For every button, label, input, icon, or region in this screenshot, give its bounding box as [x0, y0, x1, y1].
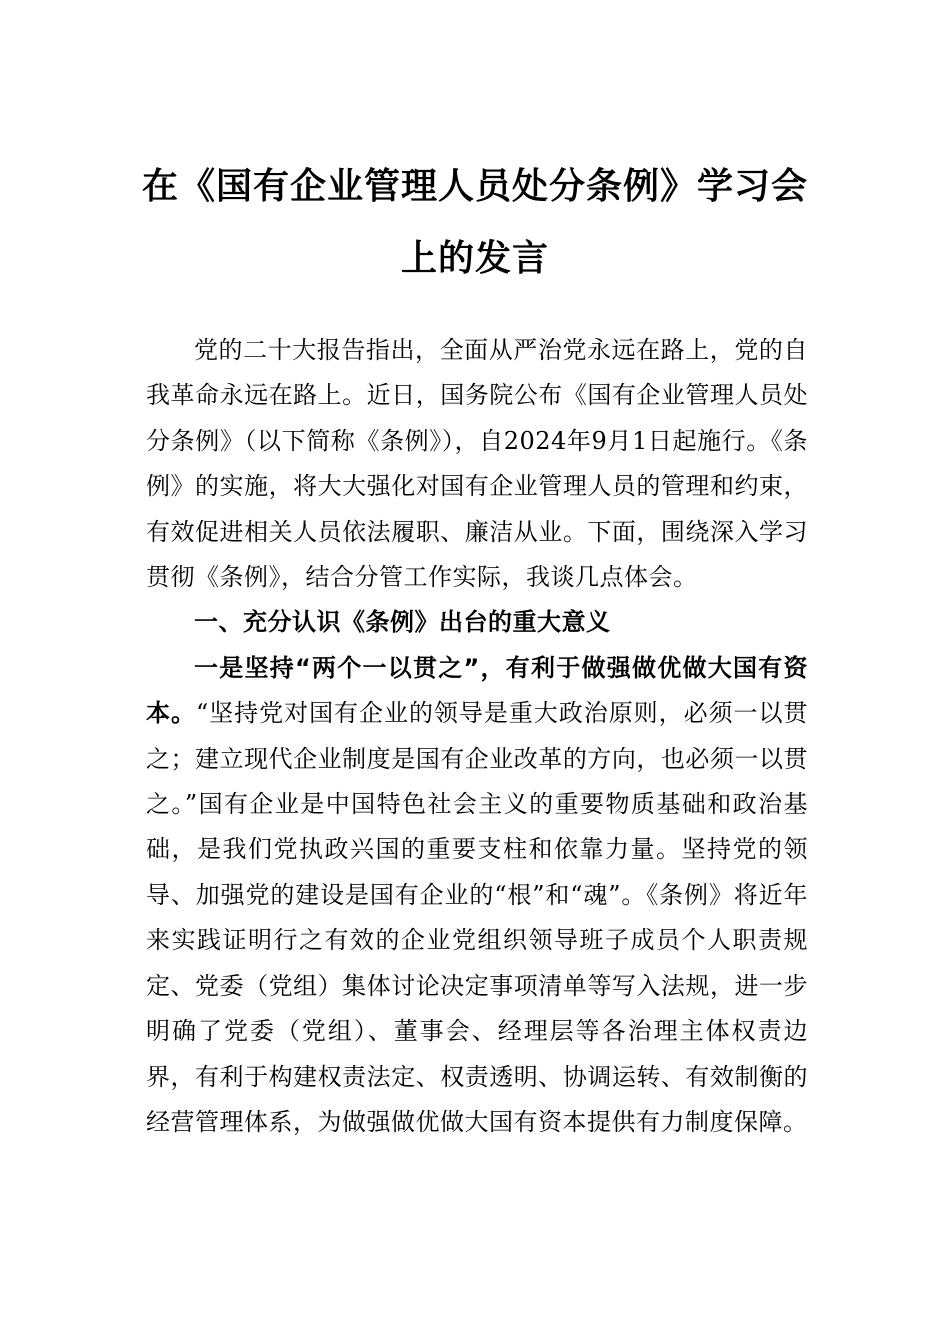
body-paragraph-2 [146, 646, 808, 1145]
document-body [146, 328, 808, 1145]
intro-paragraph: 党的二十大报告指出，全面从严治党永远在路上，党的自我革命永远在路上。近日，国务院公布《国有企业管理人员处分条例》（以下简称《条例》），自2024年9月1日起施行。《条例》的实施，将大大强化对国有企业管理人员的管理和约束，有效促进相关人员依法履职、廉洁从业。下面，围绕深入学习贯彻《条例》，结合分管工作实际，我谈几点体会。 [146, 336, 808, 592]
document-title-line-1: 在《国有企业管理人员处分条例》学习会 [141, 165, 808, 207]
document-title-line-2: 上的发言 [400, 237, 549, 279]
paragraph-lead-text: 一是坚持“两个一以贯之”，有利于做强做优做大国有资本。 [146, 653, 808, 728]
document-title [140, 150, 810, 294]
section-heading-1: 一、充分认识《条例》出台的重大意义 [194, 608, 611, 637]
paragraph-body-text: “坚持党对国有企业的领导是重大政治原则，必须一以贯之；建立现代企业制度是国有企业改革的方向，也必须一以贯之。”国有企业是中国特色社会主义的重要物质基础和政治基础，是我们党执政兴国的重要支柱和依靠力量。坚持党的领导、加强党的建设是国有企业的“根”和“魂”。《条例》将近年来实践证明行之有效的企业党组织领导班子成员个人职责规定、党委（党组）集体讨论决定事项清单等写入法规，进一步明确了党委（党组）、董事会、经理层等各治理主体权责边界，有利于构建权责法定、权责透明、协调运转、有效制衡的经营管理体系，为做强做优做大国有资本提供有力制度保障。 [146, 699, 808, 1136]
